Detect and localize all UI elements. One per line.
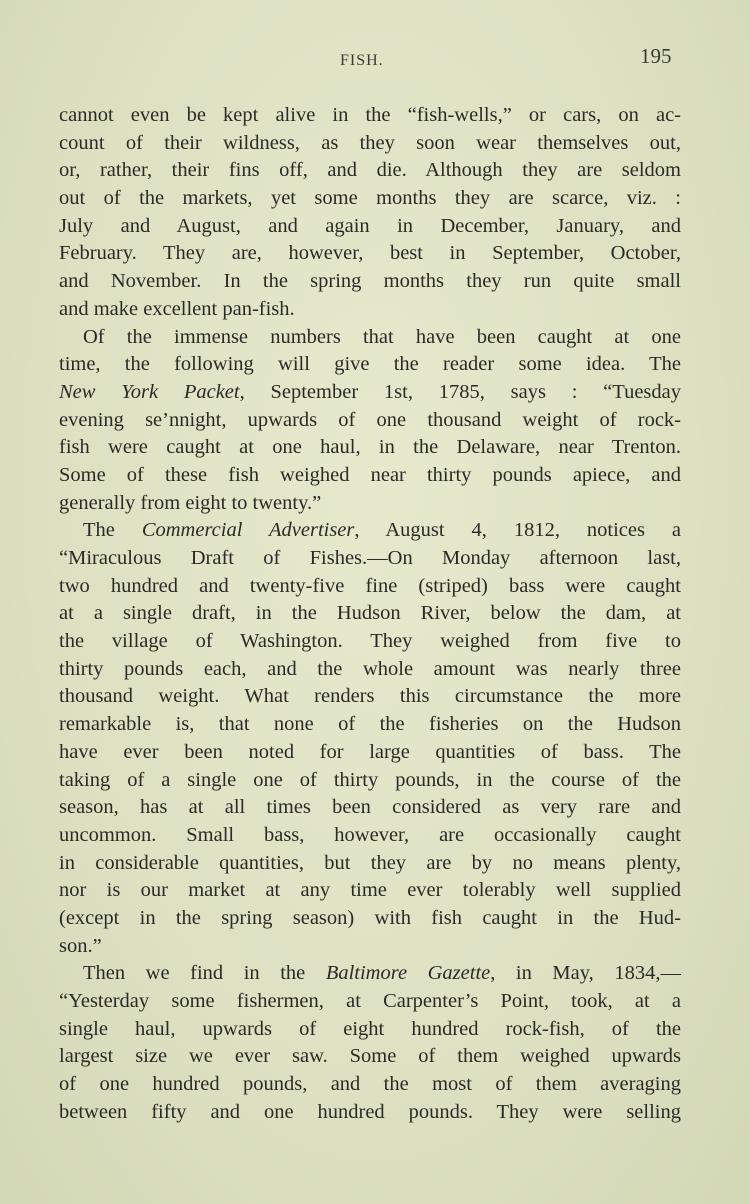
- text-line: out of the markets, yet some months they are scarce, viz. :: [59, 187, 681, 210]
- text-line: have ever been noted for large quantities of bass. The: [59, 740, 681, 763]
- page-header: [0, 44, 750, 74]
- text-line: taking of a single one of thirty pounds, in the course of the: [59, 768, 681, 791]
- italic-title: New York Packet: [59, 380, 240, 403]
- text-line: nor is our market at any time ever tolerably well supplied: [59, 879, 681, 902]
- text-fragment: Then we find in the: [83, 962, 326, 985]
- text-line: two hundred and twenty-five fine (striped) bass were caught: [59, 574, 681, 597]
- italic-title: Commercial Advertiser: [141, 519, 355, 542]
- text-line: of one hundred pounds, and the most of them averaging: [59, 1073, 681, 1096]
- text-line: and November. In the spring months they run quite small: [59, 270, 681, 293]
- italic-title: Baltimore Gazette: [325, 962, 491, 985]
- text-line: fish were caught at one haul, in the Delaware, near Trenton.: [59, 436, 681, 459]
- running-head: FISH.: [340, 52, 384, 69]
- text-line: season, has at all times been considered as very rare and: [59, 796, 681, 819]
- text-line: “Yesterday some fishermen, at Carpenter’s Point, took, at a: [59, 990, 681, 1012]
- text-line: remarkable is, that none of the fisheries on the Hudson: [59, 713, 681, 736]
- text-line: February. They are, however, best in September, October,: [59, 242, 681, 265]
- text-line: the village of Washington. They weighed from five to: [59, 630, 681, 653]
- text-line: Some of these fish weighed near thirty pounds apiece, and: [59, 463, 681, 486]
- text-line: between fifty and one hundred pounds. They were selling: [59, 1100, 681, 1123]
- text-line: in considerable quantities, but they are by no means plenty,: [59, 851, 681, 874]
- text-line: uncommon. Small bass, however, are occasionally caught: [59, 823, 681, 846]
- text-line: July and August, and again in December, January, and: [59, 214, 681, 237]
- text-fragment: , in May, 1834,—: [490, 962, 681, 985]
- page-number: 195: [640, 44, 672, 68]
- text-line: thirty pounds each, and the whole amount was nearly three: [59, 657, 681, 680]
- text-line: [59, 517, 681, 545]
- text-fragment: , September 1st, 1785, says : “Tuesday: [239, 380, 681, 403]
- text-line: and make excellent pan-fish.: [59, 297, 295, 320]
- text-line: [59, 379, 681, 407]
- text-line: thousand weight. What renders this circumstance the more: [59, 685, 681, 708]
- text-line: (except in the spring season) with fish caught in the Hud-: [59, 906, 681, 929]
- body-text: [59, 102, 681, 1126]
- text-fragment: , August 4, 1812, notices a: [354, 519, 681, 542]
- text-line: single haul, upwards of eight hundred rock-fish, of the: [59, 1017, 681, 1040]
- text-line: cannot even be kept alive in the “fish-wells,” or cars, on ac-: [59, 104, 681, 126]
- text-line: largest size we ever saw. Some of them weighed upwards: [59, 1045, 681, 1068]
- text-line: “Miraculous Draft of Fishes.—On Monday afternoon last,: [59, 547, 681, 569]
- text-line: or, rather, their fins off, and die. Although they are seldom: [59, 159, 681, 182]
- text-line: at a single draft, in the Hudson River, below the dam, at: [59, 602, 681, 625]
- text-fragment: The: [83, 519, 142, 542]
- text-line: [59, 960, 681, 988]
- text-line: son.”: [59, 934, 102, 957]
- text-line: Of the immense numbers that have been caught at one: [83, 325, 681, 348]
- text-line: generally from eight to twenty.”: [59, 491, 322, 514]
- text-line: evening se’nnight, upwards of one thousand weight of rock-: [59, 408, 681, 431]
- text-line: time, the following will give the reader some idea. The: [59, 353, 681, 376]
- text-line: count of their wildness, as they soon wear themselves out,: [59, 131, 681, 154]
